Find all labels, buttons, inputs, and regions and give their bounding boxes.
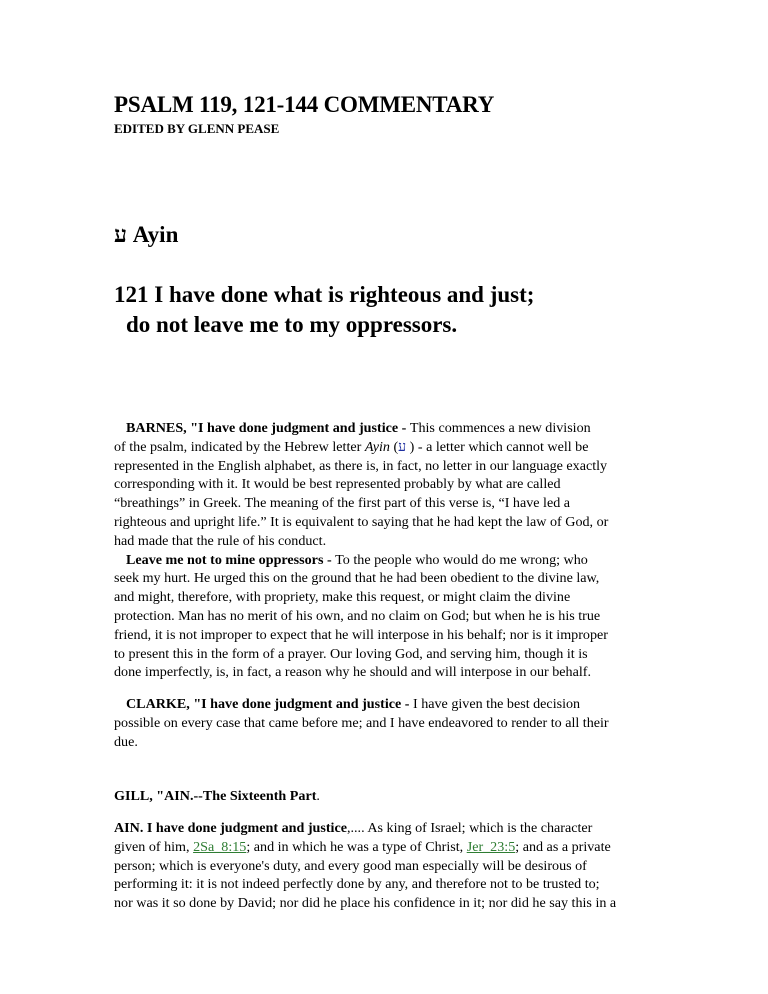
- hebrew-letter-inline: ע: [398, 438, 407, 455]
- gill-label: AIN. I have done judgment and justice: [114, 820, 347, 836]
- section-name: Ayin: [132, 222, 179, 247]
- gill-commentary: AIN. I have done judgment and justice,.... As king of Israel; which is the character given of him, 2Sa_8:15; and in which he was a type of Christ, Jer_23:5; and as a private person; which is everyone's duty, and every good man especially will be desirous of performing it: it is not indeed perfectly done by any, and therefore not to be trusted to; nor was it so done by David; nor did he place his confidence in it; nor did he say this in a: [114, 820, 617, 912]
- verse-line-1: 121 I have done what is righteous and just;: [114, 282, 535, 307]
- clarke-commentary: CLARKE, "I have done judgment and justice - I have given the best decision possible on every case that came before me; and I have endeavored to render to all their due.: [114, 696, 609, 750]
- barnes-commentary: BARNES, "I have done judgment and justice - This commences a new division of the psalm, indicated by the Hebrew letter Ayin (ע ) - a letter which cannot well be represented in the English alphabet, as there is, in fact, no letter in our language exactly corresponding with it. It would be best represented probably by what are called “breathings” in Greek. The meaning of the first part of this verse is, “I have led a righteous and upright life.” It is equivalent to saying that he had kept the law of God, or had made that the rule of his conduct. Leave me not to mine oppressors - To the people who would do me wrong; who seek my hurt. He urged this on the ground that he had been obedient to the divine law, and might, therefore, with propriety, make this request, or might claim the divine protection. Man has no merit of his own, and no claim on God; but when he is his true friend, it is not improper to expect that he will interpose in his behalf; nor is it improper to present this in the form of a prayer. Our loving God, and serving him, though it is done imperfectly, is, in fact, a reason why he should and will interpose in our behalf.: [114, 420, 609, 681]
- verse-line-2: do not leave me to my oppressors.: [126, 312, 458, 337]
- barnes-label: BARNES, "I have done judgment and justice -: [126, 420, 410, 436]
- hebrew-letter: ע: [114, 222, 128, 247]
- scripture-link-jer[interactable]: Jer_23:5: [466, 838, 516, 855]
- gill-heading: GILL, "AIN.--The Sixteenth Part.: [114, 788, 320, 804]
- section-heading: [114, 222, 178, 248]
- scripture-link-2sa[interactable]: 2Sa_8:15: [193, 838, 247, 855]
- document-subtitle: EDITED BY GLENN PEASE: [114, 121, 280, 136]
- document-title: PSALM 119, 121-144 COMMENTARY: [114, 92, 495, 117]
- clarke-label: CLARKE, "I have done judgment and justice -: [126, 696, 413, 712]
- barnes-subhead: Leave me not to mine oppressors -: [126, 551, 336, 568]
- verse-text: [114, 280, 534, 340]
